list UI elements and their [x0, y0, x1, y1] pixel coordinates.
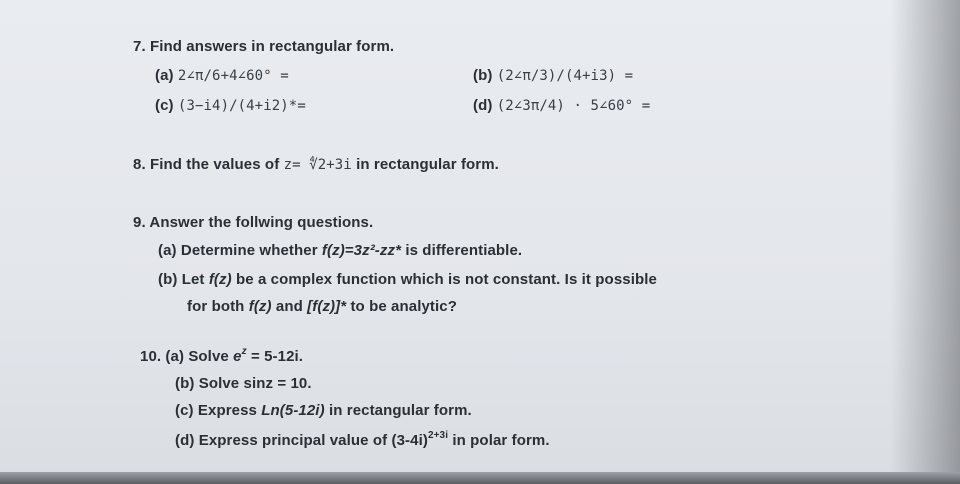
q7-c-expr: (3−i4)/(4+i2)*=: [177, 98, 306, 114]
q7-d: [473, 97, 650, 114]
q10-c-suffix: in rectangular form.: [328, 402, 472, 419]
q10-d-sup: 2+3i: [427, 430, 449, 441]
q10-a-sup: z: [241, 346, 247, 357]
q7-b-expr: (2∠π/3)/(4+i3) =: [496, 68, 634, 84]
q10-a-var: e: [233, 348, 242, 365]
q10-a: [140, 346, 303, 365]
q9-a-prefix: (a) Determine whether: [158, 242, 318, 259]
q7-title: 7. Find answers in rectangular form.: [133, 38, 395, 55]
q8-prefix: 8. Find the values of: [133, 156, 280, 173]
bottom-edge: [0, 472, 960, 484]
q9-b2-suffix: to be analytic?: [350, 298, 457, 315]
right-shadow: [890, 0, 960, 484]
q7-d-label: (d): [473, 97, 493, 114]
q9-title: 9. Answer the follwing questions.: [133, 214, 374, 231]
q9-b2-func1: f(z): [248, 298, 272, 315]
q10-d-prefix: (d) Express principal value of (3-4i): [175, 432, 428, 449]
q9-a: [158, 242, 522, 259]
q8-expr: z= ∜2+3i: [283, 157, 352, 173]
q7-a: [155, 67, 289, 84]
q10-a-prefix: 10. (a) Solve: [140, 348, 229, 365]
q10-b: (b) Solve sinz = 10.: [175, 375, 312, 392]
q9-a-func: f(z)=3z²-zz*: [321, 242, 402, 259]
q10-d: [175, 430, 550, 449]
q9-b2-prefix: for both: [187, 298, 245, 315]
q8-suffix: in rectangular form.: [356, 156, 499, 173]
q7-a-expr: 2∠π/6+4∠60° =: [177, 68, 289, 84]
q10-c-func: Ln(5-12i): [261, 402, 325, 419]
q9-b2-func2: [f(z)]*: [307, 298, 347, 315]
q10-a-suffix: = 5-12i.: [250, 348, 304, 365]
q7-c: [155, 97, 306, 114]
q7-b-label: (b): [473, 67, 493, 84]
q9-a-suffix: is differentiable.: [405, 242, 523, 259]
q7-b: [473, 67, 633, 84]
q10-c-prefix: (c) Express: [175, 402, 257, 419]
q9-b-func: f(z): [208, 271, 232, 288]
q9-b-prefix: (b) Let: [158, 271, 205, 288]
q10-c: [175, 402, 472, 419]
q7-c-label: (c): [155, 97, 174, 114]
q7-d-expr: (2∠3π/4) · 5∠60° =: [496, 98, 651, 114]
q10-d-suffix: in polar form.: [452, 432, 550, 449]
q9-b-line1: [158, 271, 657, 288]
q9-b2-mid: and: [275, 298, 303, 315]
q8-line: [133, 156, 499, 173]
q9-b-line2: [187, 298, 457, 315]
q9-b-suffix: be a complex function which is not constant. Is it possible: [235, 271, 657, 288]
q7-a-label: (a): [155, 67, 174, 84]
